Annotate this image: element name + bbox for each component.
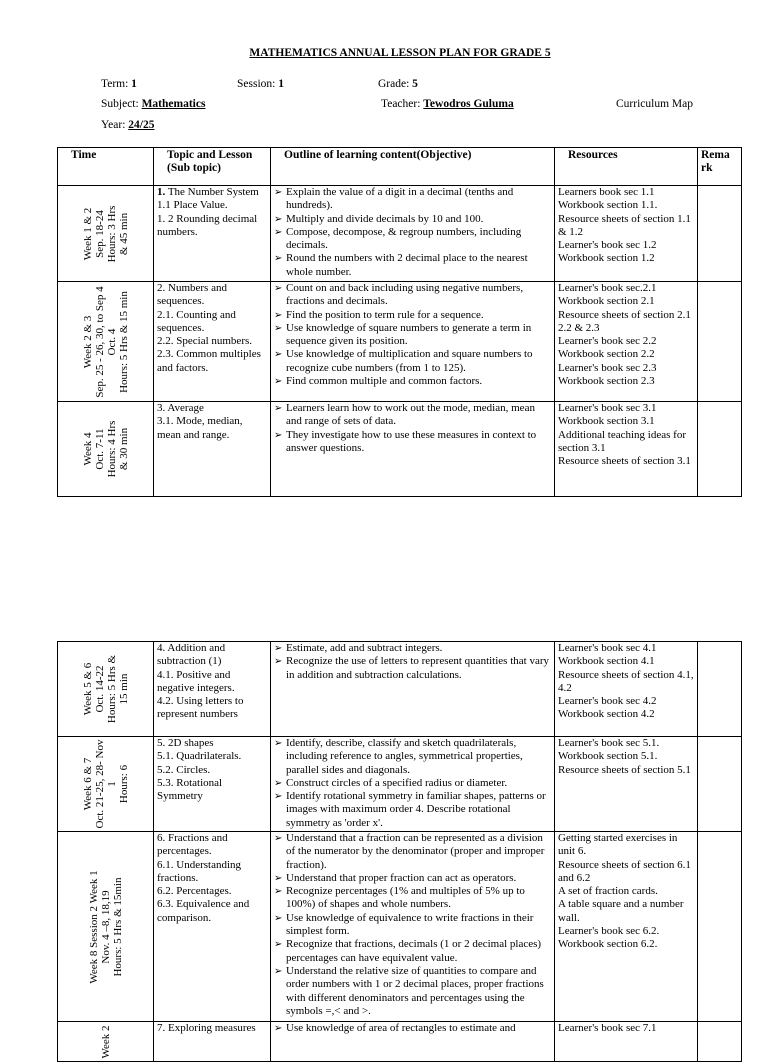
table-row [58,642,742,737]
time-cell [58,186,154,282]
time-cell [58,642,154,737]
year-field [101,119,154,132]
objective-item: ➢ Identify rotational symmetry in familiar shapes, patterns or images with maximum order 4. Describe rotational symmetry as 'order x'. [274,790,551,830]
resources-cell [555,282,698,402]
grade-value: 5 [412,78,418,90]
topic-line [157,186,267,199]
remark-cell [698,642,742,737]
objective-item: ➢ Learners learn how to work out the mode, median, mean and range of sets of data. [274,402,551,429]
time-line: Oct. 21-25, 28- Nov [93,739,106,829]
topic-cell [154,642,271,737]
table-row [58,832,742,1022]
resource-line: Learners book sec 1.1 [558,186,655,198]
topic-line: 5. 2D shapes [157,737,214,749]
topic-cell [154,402,271,497]
resources-cell [555,832,698,1022]
objective-item: ➢ Count on and back including using negative numbers, fractions and decimals. [274,282,551,309]
resource-line: Learner's book sec 2.2 [558,335,657,348]
time-line: Nov. 4 –8, 18,19 [99,889,112,964]
term-field [101,78,137,91]
resource-line: Resource sheets of section 1.1 & 1.2 [558,212,691,238]
time-line: Hours: 5 Hrs & [105,654,118,724]
table-header-row [58,148,742,186]
time-line: Hours: 5 Hrs & 15 min [117,290,130,393]
topic-line: 2.3. Common multiples and factors. [157,348,261,374]
time-line: & 45 min [117,212,130,255]
lesson-plan-table-part-2 [57,641,742,1062]
topic-line: 2.1. Counting and sequences. [157,308,236,334]
topic-line: 5.1. Quadrilaterals. [157,750,242,763]
objectives-list [274,642,551,682]
time-line: Oct. 7-11 [93,428,106,470]
objective-item: ➢ Identify, describe, classify and sketch quadrilaterals, including reference to angles, symmetrical properties, parallel sides and diagonals. [274,737,551,777]
remark-cell [698,282,742,402]
subject-value: Mathematics [141,98,206,110]
resource-line: A set of fraction cards. [558,885,658,898]
subject-field [101,98,205,111]
objectives-list [274,832,551,1018]
topic-line: 6.1. Understanding fractions. [157,858,242,884]
resource-line: Workbook section 2.2 [558,348,655,361]
resource-line: Workbook section 2.3 [558,375,655,388]
remark-cell [698,402,742,497]
objective-item: ➢ Use knowledge of multiplication and square numbers to recognize cube numbers (from 1 to 125). [274,348,551,375]
objective-item: ➢ Recognize percentages (1% and multiples of 5% up to 100%) of shapes and whole numbers. [274,885,551,912]
grade-label: Grade: [378,78,410,90]
column-header-topic: Topic and Lesson (Sub topic) [154,148,271,186]
objective-item: ➢ Recognize the use of letters to represent quantities that vary in addition and subtraction calculations. [274,655,551,682]
objectives-cell [271,186,555,282]
remark-cell [698,1022,742,1062]
objectives-cell [271,642,555,737]
table-row [58,737,742,832]
resource-line: A table square and a number wall. [558,898,684,924]
resource-line: Getting started exercises in unit 6. [558,832,678,858]
topic-cell [154,282,271,402]
objectives-cell [271,282,555,402]
session-label: Session: [237,78,276,90]
resources-cell [555,737,698,832]
topic-line: 5.2. Circles. [157,763,211,776]
time-line: Week 1 & 2 [81,207,94,260]
resource-line: Learner's book sec 3.1 [558,402,657,414]
resource-line: Learner's book sec 6.2. [558,925,660,938]
teacher-label: Teacher: [381,98,421,110]
topic-line: 3.1. Mode, median, mean and range. [157,415,243,441]
resources-cell [555,186,698,282]
objective-item: ➢ Use knowledge of square numbers to generate a term in sequence given its position. [274,322,551,349]
time-cell [58,1022,154,1062]
time-line: Oct. 14-22 [93,665,106,713]
resource-line: Workbook section 1.1. [558,199,658,212]
objectives-cell [271,1022,555,1062]
column-header-resources: Resources [555,148,698,186]
time-line: Week 4 [81,432,94,466]
objective-item: ➢ Understand that proper fraction can act as operators. [274,872,551,885]
time-line: & 30 min [117,427,130,471]
topic-number: 1. [157,186,166,198]
objective-item: ➢ Recognize that fractions, decimals (1 or 2 decimal places) percentages can have equivalent value. [274,938,551,965]
resource-line: Workbook section 4.1 [558,655,655,668]
lesson-plan-table-part-1 [57,147,742,497]
resource-line: Workbook section 6.2. [558,938,658,951]
column-header-remark: Rema rk [698,148,742,186]
resource-line: Workbook section 2.1 [558,295,655,308]
objective-item: ➢ Understand the relative size of quantities to compare and order numbers with 1 or 2 decimal places, proper fractions with different denominators and percentages using the symbols =,< and >. [274,965,551,1018]
resource-line: Additional teaching ideas for section 3.1 [558,428,686,454]
time-line: 1 [105,781,118,787]
year-value: 24/25 [128,119,155,131]
objective-item: ➢ Estimate, add and subtract integers. [274,642,551,655]
resource-line: Learner's book sec 2.3 [558,361,657,374]
topic-cell [154,186,271,282]
topic-cell [154,832,271,1022]
column-header-time: Time [58,148,154,186]
resources-cell [555,402,698,497]
objective-item: ➢ Multiply and divide decimals by 10 and 100. [274,213,551,226]
topic-title: The Number System [167,186,259,198]
session-field [237,78,284,91]
objective-item: ➢ Find common multiple and common factors. [274,375,551,388]
topic-cell [154,1022,271,1062]
time-line: Week 5 & 6 [81,662,94,716]
time-line: Hours: 5 Hrs & 15min [111,877,124,977]
objective-item: ➢ Find the position to term rule for a sequence. [274,309,551,322]
resource-line: Workbook section 5.1. [558,750,658,763]
time-line: Sep. 25 - 26, 30, to Sep 4 [93,285,106,398]
objective-item: ➢ Understand that a fraction can be represented as a division of the numerator by the denominator (proper and improper fraction). [274,832,551,872]
table-row [58,282,742,402]
objective-item: ➢ Explain the value of a digit in a decimal (tenths and hundreds). [274,186,551,213]
objectives-list [274,737,551,830]
table-row [58,402,742,497]
time-line: Oct. 4 [105,328,118,355]
curriculum-map-label: Curriculum Map [616,98,693,110]
topic-line: 7. Exploring measures [157,1022,256,1034]
objectives-list [274,402,551,455]
objective-item: ➢ They investigate how to use these measures in context to answer questions. [274,429,551,456]
objectives-cell [271,402,555,497]
resource-line: Learner's book sec 1.2 [558,239,657,252]
time-line: Week 2 [99,1024,112,1059]
topic-line: 1. 2 Rounding decimal numbers. [157,212,258,238]
time-vertical-text [82,205,130,262]
resource-line: Learner's book sec 5.1. [558,737,660,749]
year-label: Year: [101,119,126,131]
resource-line: Resource sheets of section 5.1 [558,763,691,776]
time-vertical-text [82,655,130,723]
topic-line: 6.2. Percentages. [157,885,232,898]
time-line: Hours: 3 Hrs [105,205,118,262]
term-label: Term: [101,78,129,90]
teacher-value: Tewodros Guluma [423,98,514,110]
resource-line: Learner's book sec 4.1 [558,642,657,654]
objectives-cell [271,832,555,1022]
time-vertical-text [100,1025,112,1058]
page-title: MATHEMATICS ANNUAL LESSON PLAN FOR GRADE 5 [249,47,551,59]
resource-line: Resource sheets of section 4.1, 4.2 [558,668,694,694]
objectives-cell [271,737,555,832]
topic-line: 1.1 Place Value. [157,199,228,212]
time-vertical-text [82,740,130,829]
resource-line: Workbook section 1.2 [558,252,655,265]
time-cell [58,402,154,497]
topic-line: 4.2. Using letters to represent numbers [157,695,244,721]
remark-cell [698,186,742,282]
objective-item: ➢ Compose, decompose, & regroup numbers, including decimals. [274,226,551,253]
teacher-field [381,98,514,111]
table-row [58,1022,742,1062]
time-line: Week 6 & 7 [81,757,94,811]
objective-item: ➢ Construct circles of a specified radius or diameter. [274,777,551,790]
time-vertical-text [82,286,130,397]
objective-item: ➢ Use knowledge of equivalence to write fractions in their simplest form. [274,912,551,939]
time-line: Week 8 Session 2 Week 1 [87,869,100,984]
topic-line: 3. Average [157,402,204,414]
topic-cell [154,737,271,832]
table-row [58,186,742,282]
time-cell [58,282,154,402]
objectives-list [274,186,551,279]
resource-line: Workbook section 4.2 [558,708,655,721]
time-line: Week 2 & 3 [81,315,94,368]
time-line: Sep. 18-24 [93,209,106,258]
topic-line: 2. Numbers and sequences. [157,282,227,308]
resources-cell [555,642,698,737]
time-vertical-text [88,870,124,983]
time-cell [58,737,154,832]
objective-item: ➢ Use knowledge of area of rectangles to estimate and [274,1022,551,1035]
time-line: 15 min [117,673,130,705]
remark-cell [698,832,742,1022]
resource-line: Learner's book sec.2.1 [558,282,657,294]
topic-line: 4.1. Positive and negative integers. [157,668,235,694]
topic-line: 6. Fractions and percentages. [157,832,228,858]
time-line: Hours: 6 [117,764,130,804]
time-vertical-text [82,421,130,478]
objective-item: ➢ Round the numbers with 2 decimal place to the nearest whole number. [274,252,551,279]
subject-label: Subject: [101,98,139,110]
objectives-list [274,282,551,388]
topic-line: 5.3. Rotational Symmetry [157,776,223,803]
resource-line: Resource sheets of section 6.1 and 6.2 [558,858,691,884]
time-line: Hours: 4 Hrs [105,420,118,478]
topic-line: 6.3. Equivalence and comparison. [157,898,250,924]
resource-line: Workbook section 3.1 [558,415,655,428]
grade-field [378,78,418,91]
resources-cell [555,1022,698,1062]
topic-line: 4. Addition and subtraction (1) [157,642,226,668]
resource-line: Learner's book sec 4.2 [558,695,657,708]
topic-line: 2.2. Special numbers. [157,335,253,348]
column-header-objective: Outline of learning content(Objective) [271,148,555,186]
session-value: 1 [278,78,284,90]
term-value: 1 [131,78,137,90]
resource-line: Resource sheets of section 2.1 2.2 & 2.3 [558,308,691,334]
resource-line: Learner's book sec 7.1 [558,1022,657,1034]
time-cell [58,832,154,1022]
resource-line: Resource sheets of section 3.1 [558,455,691,468]
remark-cell [698,737,742,832]
